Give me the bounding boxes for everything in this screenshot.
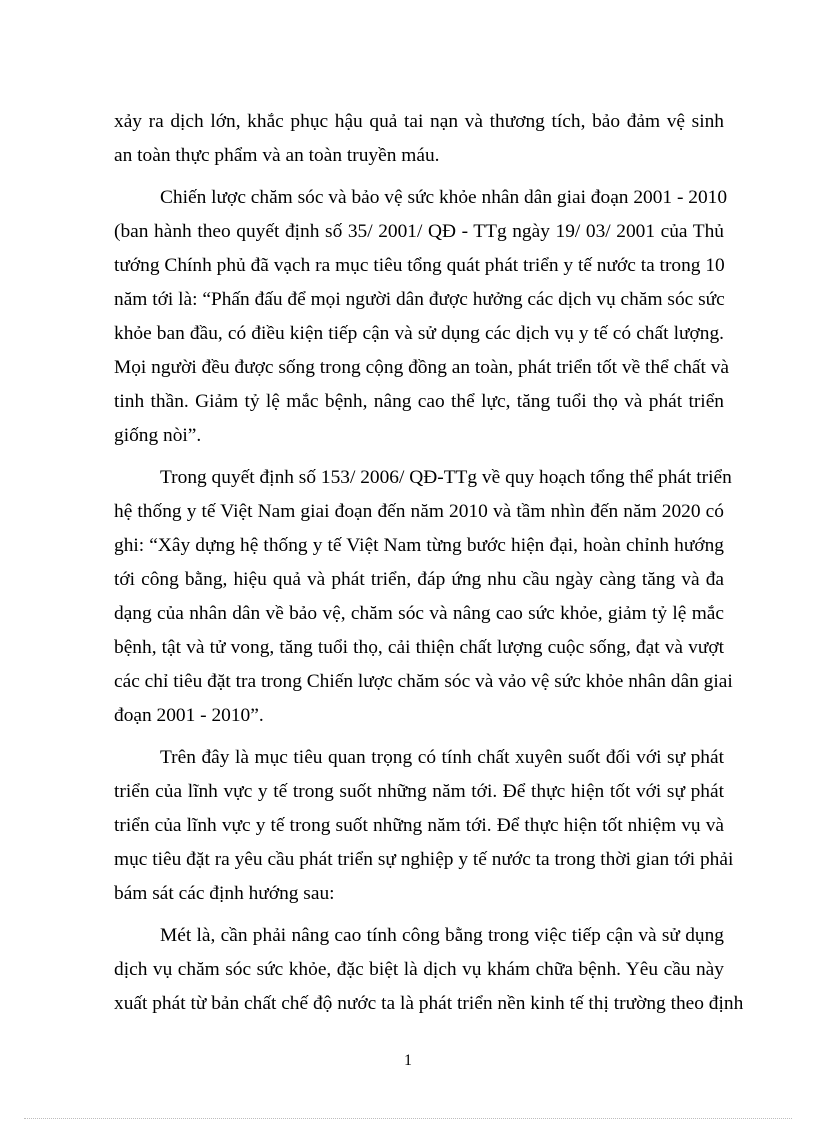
document-body bbox=[114, 105, 744, 1021]
text-line: Chiến lược chăm sóc và bảo vệ sức khỏe nhân dân giai đoạn 2001 - 2010 bbox=[160, 187, 728, 208]
page-bottom-border bbox=[24, 1118, 792, 1119]
text-line: ghi: “Xây dựng hệ thống y tế Việt Nam từng bước hiện đại, hoàn chỉnh hướng bbox=[114, 535, 724, 556]
text-line: dạng của nhân dân về bảo vệ, chăm sóc và nâng cao sức khỏe, giảm tỷ lệ mắc bbox=[114, 603, 724, 624]
text-line: năm tới là: “Phấn đấu để mọi người dân được hưởng các dịch vụ chăm sóc sức bbox=[114, 289, 725, 310]
text-line: bệnh, tật và tử vong, tăng tuổi thọ, cải thiện chất lượng cuộc sống, đạt và vượt bbox=[114, 637, 724, 658]
text-line: hệ thống y tế Việt Nam giai đoạn đến năm 2010 và tầm nhìn đến năm 2020 có bbox=[114, 501, 724, 522]
text-line: an toàn thực phẩm và an toàn truyền máu. bbox=[114, 145, 440, 166]
paragraph-5 bbox=[114, 919, 744, 1021]
text-line: Mét là, cần phải nâng cao tính công bằng trong việc tiếp cận và sử dụng bbox=[160, 925, 724, 946]
text-line: xảy ra dịch lớn, khắc phục hậu quả tai nạn và thương tích, bảo đảm vệ sinh bbox=[114, 111, 724, 132]
text-line: xuất phát từ bản chất chế độ nước ta là phát triển nền kinh tế thị trường theo định bbox=[114, 993, 744, 1014]
text-line: triển của lĩnh vực y tế trong suốt những năm tới. Để thực hiện tốt nhiệm vụ và bbox=[114, 815, 724, 836]
paragraph-1 bbox=[114, 105, 724, 173]
text-line: triển của lĩnh vực y tế trong suốt những năm tới. Để thực hiện tốt với sự phát bbox=[114, 781, 724, 802]
text-line: khỏe ban đầu, có điều kiện tiếp cận và sử dụng các dịch vụ y tế có chất lượng. bbox=[114, 323, 724, 344]
paragraph-3 bbox=[114, 461, 733, 733]
text-line: Trong quyết định số 153/ 2006/ QĐ-TTg về quy hoạch tổng thể phát triển bbox=[160, 467, 732, 488]
paragraph-2 bbox=[114, 181, 730, 453]
text-line: tinh thần. Giảm tỷ lệ mắc bệnh, nâng cao thể lực, tăng tuổi thọ và phát triển bbox=[114, 391, 724, 412]
text-line: tướng Chính phủ đã vạch ra mục tiêu tổng quát phát triển y tế nước ta trong 10 bbox=[114, 255, 725, 276]
text-line: giống nòi”. bbox=[114, 425, 202, 446]
paragraph-4 bbox=[114, 741, 734, 911]
text-line: mục tiêu đặt ra yêu cầu phát triển sự nghiệp y tế nước ta trong thời gian tới phải bbox=[114, 849, 734, 870]
text-line: bám sát các định hướng sau: bbox=[114, 883, 335, 904]
text-line: tới công bằng, hiệu quả và phát triển, đáp ứng nhu cầu ngày càng tăng và đa bbox=[114, 569, 724, 590]
text-line: Mọi người đều được sống trong cộng đồng an toàn, phát triển tốt về thể chất và bbox=[114, 357, 730, 378]
text-line: dịch vụ chăm sóc sức khỏe, đặc biệt là dịch vụ khám chữa bệnh. Yêu cầu này bbox=[114, 959, 724, 980]
text-line: Trên đây là mục tiêu quan trọng có tính chất xuyên suốt đối với sự phát bbox=[160, 747, 724, 768]
text-line: (ban hành theo quyết định số 35/ 2001/ QĐ - TTg ngày 19/ 03/ 2001 của Thủ bbox=[114, 221, 724, 242]
page-number: 1 bbox=[404, 1052, 412, 1069]
text-line: đoạn 2001 - 2010”. bbox=[114, 705, 264, 726]
text-line: các chỉ tiêu đặt tra trong Chiến lược chăm sóc và vảo vệ sức khỏe nhân dân giai bbox=[114, 671, 733, 692]
